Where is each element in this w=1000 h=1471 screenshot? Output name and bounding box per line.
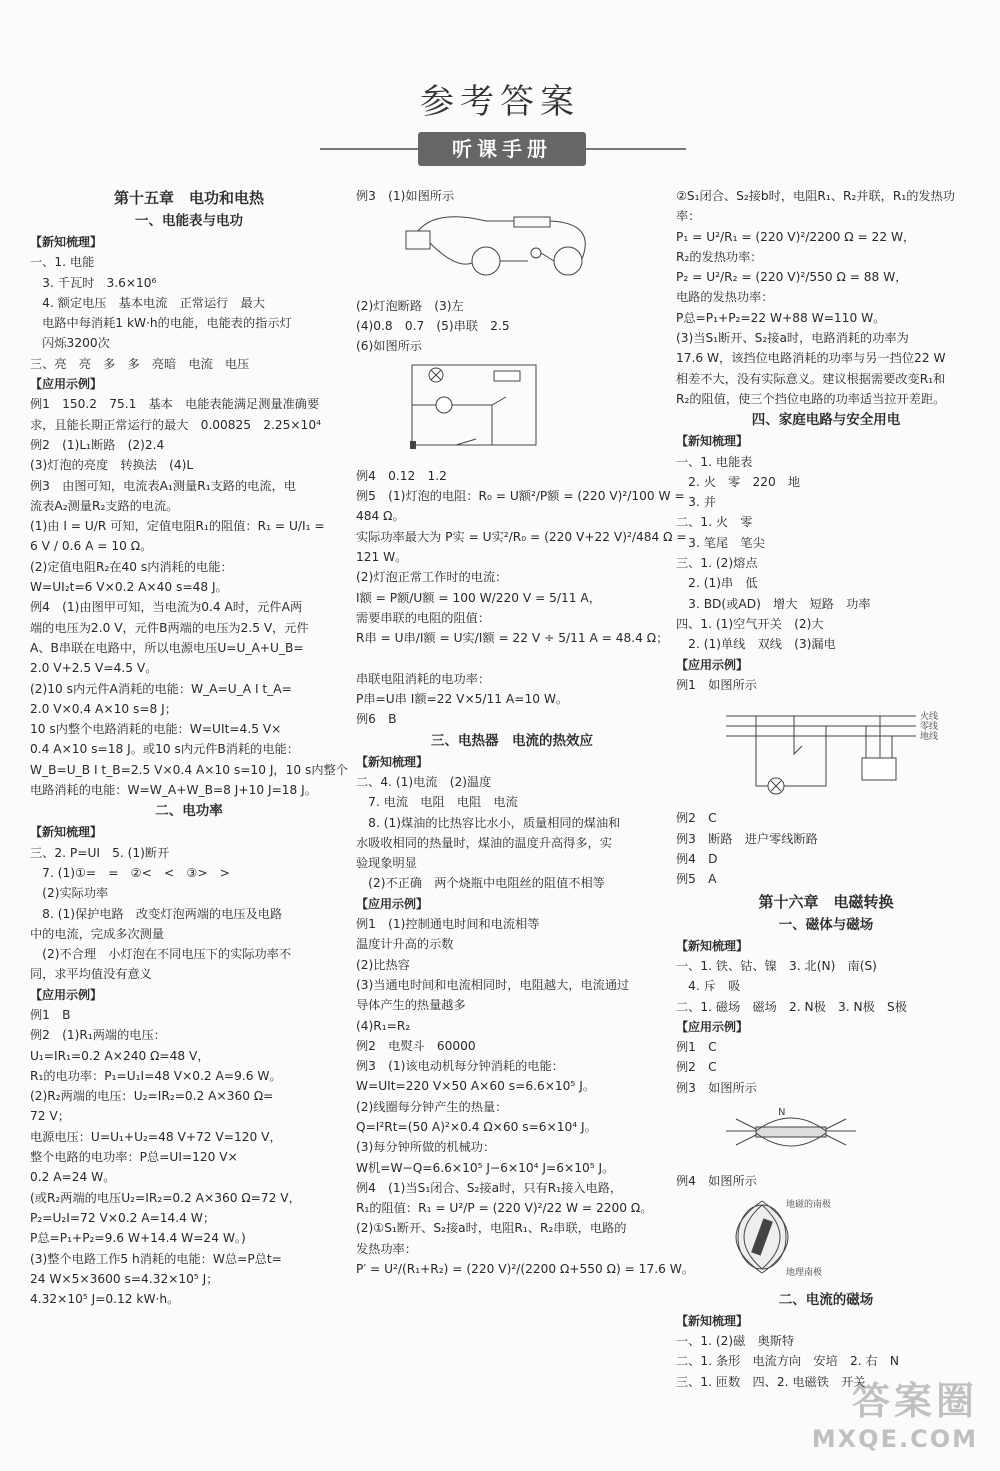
- answer-line: (或R₂两端的电压U₂=IR₂=0.2 A×360 Ω=72 V，: [30, 1190, 301, 1205]
- answer-line: 例3 (1)该电动机每分钟消耗的电能：: [356, 1059, 564, 1074]
- answer-line: 17.6 W，该挡位电路消耗的功率与另一挡位22 W: [676, 351, 946, 366]
- answer-line: 24 W×5×3600 s=4.32×10⁵ J；: [30, 1271, 219, 1286]
- answer-line: 72 V；: [30, 1109, 70, 1124]
- answer-line: P₁ = U²/R₁ = (220 V)²/2200 Ω = 22 W，: [676, 229, 916, 244]
- answer-line: 3. 笔尾 笔尖: [676, 535, 765, 550]
- answer-line: 例1 如图所示: [676, 677, 757, 692]
- answer-line: 二、1. 条形 电流方向 安培 2. 右 N: [676, 1354, 899, 1369]
- answer-line: W=UIt=220 V×50 A×60 s=6.6×10⁵ J。: [356, 1079, 595, 1094]
- answer-line: (2)灯泡正常工作时的电流：: [356, 570, 508, 585]
- subsection-label: 【应用示例】: [356, 896, 429, 911]
- answer-line: (2)灯泡断路 (3)左: [356, 298, 464, 313]
- section-banner: 听课手册: [418, 132, 586, 166]
- answer-line: 电路消耗的电能：W=W_A+W_B=8 J+10 J=18 J。: [30, 783, 317, 798]
- answer-line: 3. 并: [676, 495, 716, 510]
- answer-line: 端的电压为2.0 V，元件B两端的电压为2.5 V，元件: [30, 620, 309, 635]
- chapter-heading: 第十五章 电功和电热: [113, 189, 264, 207]
- answer-line: 例5 A: [676, 872, 717, 887]
- column-right: [676, 186, 976, 1392]
- section-heading: 三、电热器 电流的热效应: [431, 732, 593, 749]
- answer-line: 闪烁3200次: [30, 336, 110, 351]
- magnet-field-diagram: [716, 1101, 866, 1161]
- subsection-label: 【应用示例】: [30, 377, 103, 392]
- answer-line: 例1 (1)控制通电时间和电流相等: [356, 917, 540, 932]
- answer-line: 发热功率：: [356, 1241, 417, 1256]
- live-wire-label: 火线: [920, 712, 939, 723]
- answer-line: 需要串联的电阻的阻值：: [356, 610, 491, 625]
- answer-line: P总=P₁+P₂=9.6 W+14.4 W=24 W。): [30, 1231, 246, 1246]
- answer-line: 一、1. (2)磁 奥斯特: [676, 1334, 795, 1349]
- answer-line: R₂的阻值，使三个挡位电路的功率适当拉开差距。: [676, 391, 946, 406]
- answer-line: Q=I²Rt=(50 A)²×0.4 Ω×60 s=6×10⁴ J。: [356, 1119, 597, 1134]
- answer-line: 例2 C: [676, 811, 717, 826]
- answer-line: 二、4. (1)电流 (2)温度: [356, 774, 492, 789]
- answer-line: 三、2. P=UI 5. (1)断开: [30, 845, 170, 860]
- answer-line: (2)①S₁断开、S₂接a时，电阻R₁、R₂串联，电路的: [356, 1221, 627, 1236]
- answer-line: R₁的电功率：P₁=U₁I=48 V×0.2 A=9.6 W。: [30, 1068, 282, 1083]
- answer-line: (1)由 I = U/R 可知，定值电阻R₁的阻值：R₁ = U/I₁ =: [30, 519, 325, 534]
- answer-line: (2)不正确 两个烧瓶中电阻丝的阻值不相等: [356, 876, 605, 891]
- circuit-diagram-1: [396, 209, 606, 285]
- answer-line: 导体产生的热量越多: [356, 998, 466, 1013]
- answer-line: (4)0.8 0.7 (5)串联 2.5: [356, 318, 510, 333]
- answer-line: 例2 (1)L₁断路 (2)2.4: [30, 437, 165, 452]
- answer-line: 6 V / 0.6 A = 10 Ω。: [30, 539, 153, 554]
- answer-line: P₂=U₂I=72 V×0.2 A=14.4 W；: [30, 1210, 216, 1225]
- answer-line: 4. 斥 吸: [676, 979, 741, 994]
- neutral-wire-label: 零线: [920, 722, 939, 733]
- answer-line: 2.0 V+2.5 V=4.5 V。: [30, 661, 158, 676]
- answer-line: I额 = P额/U额 = 100 W/220 V = 5/11 A，: [356, 590, 601, 605]
- section-heading: 二、电功率: [155, 803, 223, 820]
- answer-line: U₁=IR₁=0.2 A×240 Ω=48 V，: [30, 1048, 210, 1063]
- household-circuit-diagram: [716, 698, 956, 798]
- answer-line: 例4 D: [676, 852, 718, 867]
- chapter-heading: 第十六章 电磁转换: [758, 892, 894, 911]
- answer-line: 例3 由图可知，电流表A₁测量R₁支路的电流，电: [30, 478, 296, 493]
- answer-line: A、B串联在电路中，所以电源电压U=U_A+U_B=: [30, 640, 304, 655]
- answer-line: R串 = U串/I额 = U实/I额 = 22 V ÷ 5/11 A = 48.4 Ω；: [356, 631, 669, 646]
- answer-line: 例3 如图所示: [676, 1080, 757, 1095]
- answer-line: (4)R₁=R₂: [356, 1018, 411, 1033]
- answer-line: P₂ = U²/R₂ = (220 V)²/550 Ω = 88 W，: [676, 270, 908, 285]
- subsection-label: 【新知梳理】: [676, 938, 749, 953]
- answer-line: 四、1. (1)空气开关 (2)大: [676, 616, 824, 631]
- subsection-label: 【新知梳理】: [356, 754, 429, 769]
- answer-line: (3)当通电时间和电流相同时，电阻越大，电流通过: [356, 977, 630, 992]
- section-heading: 二、电流的磁场: [778, 1291, 874, 1308]
- answer-line: 8. (1)煤油的比热容比水小，质量相同的煤油和: [356, 815, 621, 830]
- earth-magnetic-field-diagram: [716, 1195, 876, 1279]
- title-rule-right: [586, 148, 686, 150]
- answer-line: 8. (1)保护电路 改变灯泡两端的电压及电路: [30, 906, 283, 921]
- answer-line: ②S₁闭合、S₂接b时，电阻R₁、R₂并联，R₁的发热功: [676, 189, 955, 203]
- answer-line: 例3 断路 进户零线断路: [676, 831, 818, 846]
- circuit-diagram-2: [396, 359, 556, 455]
- watermark-site: MXQE.COM: [811, 1425, 978, 1453]
- watermark-logo: 答案圈: [851, 1379, 978, 1423]
- answer-line: 一、1. 电能表: [676, 454, 753, 469]
- answer-line: (6)如图所示: [356, 339, 423, 354]
- answer-line: 电路中每消耗1 kW·h的电能，电能表的指示灯: [30, 316, 292, 331]
- answer-line: 例1 B: [30, 1007, 71, 1022]
- answer-line: 121 W。: [356, 549, 408, 564]
- answer-line: 3. BD(或AD) 增大 短路 功率: [676, 596, 871, 611]
- answer-line: 2. (1)串 低: [676, 576, 758, 591]
- answer-line: 例4 (1)当S₁闭合、S₂接a时，只有R₁接入电路，: [356, 1180, 623, 1195]
- answer-line: 率：: [676, 209, 701, 224]
- answer-line: 2.0 V×0.4 A×10 s=8 J；: [30, 701, 177, 716]
- answer-line: 3. 千瓦时 3.6×10⁶: [30, 275, 157, 290]
- answer-line: R₁的阻值：R₁ = U²/P = (220 V)²/22 W = 2200 Ω。: [356, 1201, 653, 1216]
- answer-line: 温度计升高的示数: [356, 937, 454, 952]
- answer-line: 例2 (1)R₁两端的电压：: [30, 1028, 166, 1043]
- answer-line: (2)比热容: [356, 957, 410, 972]
- answer-line: 二、1. 磁场 磁场 2. N极 3. N极 S极: [676, 999, 907, 1014]
- figure-household: [676, 698, 976, 804]
- answer-line: 例1 C: [676, 1040, 717, 1055]
- answer-line: 一、1. 电能: [30, 255, 95, 270]
- answer-line: 例1 150.2 75.1 基本 电能表能满足测量准确要: [30, 397, 320, 412]
- answer-line: 一、1. 铁、钴、镍 3. 北(N) 南(S): [676, 958, 877, 973]
- answer-line: 流表A₂测量R₂支路的电流。: [30, 498, 179, 513]
- answer-line: (2)不合理 小灯泡在不同电压下的实际功率不: [30, 947, 292, 962]
- answer-line: 例5 (1)灯泡的电阻：R₀ = U额²/P额 = (220 V)²/100 W =: [356, 489, 685, 504]
- subsection-label: 【新知梳理】: [30, 825, 103, 840]
- figure-circuit2: [356, 359, 668, 461]
- answer-line: 三、1. 匝数 四、2. 电磁铁 开关: [676, 1374, 866, 1389]
- answer-line: 例4 0.12 1.2: [356, 468, 447, 483]
- figure-magnet: [676, 1101, 976, 1167]
- answer-line: P总=P₁+P₂=22 W+88 W=110 W。: [676, 310, 886, 325]
- page-title: 参考答案: [420, 82, 580, 122]
- answer-line: (3)每分钟所做的机械功：: [356, 1140, 496, 1155]
- answer-line: (2)实际功率: [30, 886, 109, 901]
- answer-line: R₂的发热功率：: [676, 249, 763, 264]
- answer-line: 2. (1)单线 双线 (3)漏电: [676, 637, 836, 652]
- section-heading: 一、磁体与磁场: [778, 916, 874, 933]
- answer-line: 验现象明显: [356, 856, 417, 871]
- subsection-label: 【应用示例】: [30, 987, 103, 1002]
- answer-line: 0.4 A×10 s=18 J。或10 s内元件B消耗的电能：: [30, 742, 299, 757]
- answer-line: 例3 (1)如图所示: [356, 189, 455, 203]
- answer-line: 例4 (1)由图甲可知，当电流为0.4 A时，元件A两: [30, 600, 303, 615]
- answer-line: 电路的发热功率：: [676, 290, 774, 305]
- ground-wire-label: 地线: [920, 732, 939, 743]
- answer-line: W=UI₂t=6 V×0.2 A×40 s=48 J。: [30, 580, 228, 595]
- answer-line: (2)定值电阻R₂在40 s内消耗的电能：: [30, 559, 233, 574]
- answer-line: 相差不大，没有实际意义。建议根据需要改变R₁和: [676, 371, 946, 386]
- subsection-label: 【新知梳理】: [676, 1313, 749, 1328]
- answer-line: 求，且能长期正常运行的最大 0.00825 2.25×10⁴: [30, 417, 321, 432]
- answer-line: W机=W−Q=6.6×10⁵ J−6×10⁴ J=6×10⁵ J。: [356, 1160, 615, 1175]
- answer-line: (2)10 s内元件A消耗的电能：W_A=U_A I t_A=: [30, 681, 292, 696]
- answer-line: 例2 电熨斗 60000: [356, 1038, 476, 1053]
- answer-line: P′ = U²/(R₁+R₂) = (220 V)²/(2200 Ω+550 Ω) = 17.6 W。: [356, 1262, 694, 1277]
- answer-line: 484 Ω。: [356, 509, 405, 524]
- answer-line: 2. 火 零 220 地: [676, 474, 801, 489]
- geomagnetic-south-label: 地磁的南极: [786, 1199, 832, 1210]
- answer-line: (3)整个电路工作5 h消耗的电能：W总=P总t=: [30, 1251, 282, 1266]
- section-heading: 一、电能表与电功: [135, 213, 243, 229]
- answer-line: W_B=U_B I t_B=2.5 V×0.4 A×10 s=10 J，10 s内整个: [30, 762, 348, 777]
- watermark: [812, 1370, 978, 1453]
- answer-line: [356, 648, 668, 668]
- answer-line: (3)当S₁断开、S₂接a时，电路消耗的功率为: [676, 331, 909, 346]
- answer-line: 水吸收相同的热量时，煤油的温度升高得多，实: [356, 835, 612, 850]
- answer-line: 三、1. (2)熔点: [676, 556, 758, 571]
- answer-line: 4. 额定电压 基本电流 正常运行 最大: [30, 295, 265, 310]
- answer-line: (2)线圈每分钟产生的热量：: [356, 1099, 508, 1114]
- answer-line: 例4 如图所示: [676, 1174, 757, 1189]
- section-heading: 四、家庭电路与安全用电: [751, 412, 901, 429]
- answer-line: 实际功率最大为 P实 = U实²/R₀ = (220 V+22 V)²/484 Ω =: [356, 529, 687, 544]
- column-left: [30, 186, 348, 1309]
- subsection-label: 【新知梳理】: [676, 434, 749, 449]
- answer-line: (3)灯泡的亮度 转换法 (4)L: [30, 458, 194, 473]
- answer-line: 三、亮 亮 多 多 亮暗 电流 电压: [30, 356, 250, 371]
- answer-line: 同，求平均值没有意义: [30, 967, 152, 982]
- answer-line: 0.2 A=24 W。: [30, 1170, 116, 1185]
- answer-line: 4.32×10⁵ J=0.12 kW·h。: [30, 1292, 180, 1307]
- subsection-label: 【应用示例】: [676, 657, 749, 672]
- answer-line: 电源电压：U=U₁+U₂=48 V+72 V=120 V，: [30, 1129, 282, 1144]
- answer-line: 整个电路的电功率：P总=UI=120 V×: [30, 1150, 238, 1165]
- answer-line: 例2 C: [676, 1060, 717, 1075]
- answer-line: 10 s内整个电路消耗的电能：W=UIt=4.5 V×: [30, 722, 282, 737]
- answer-line: (2)R₂两端的电压：U₂=IR₂=0.2 A×360 Ω=: [30, 1089, 274, 1104]
- answer-line: 例6 B: [356, 712, 397, 727]
- column-middle: [356, 186, 694, 1279]
- answer-line: 串联电阻消耗的电功率：: [356, 671, 491, 686]
- north-label: N: [778, 1106, 786, 1118]
- answer-line: 中的电流，完成多次测量: [30, 926, 165, 941]
- figure-earth: [676, 1195, 976, 1285]
- answer-line: P串=U串 I额=22 V×5/11 A=10 W。: [356, 692, 569, 707]
- answer-line: 二、1. 火 零: [676, 515, 753, 530]
- subsection-label: 【应用示例】: [676, 1019, 749, 1034]
- answer-line: 7. (1)①= = ②< < ③> >: [30, 865, 230, 880]
- geographic-south-label: 地理南极: [786, 1267, 823, 1278]
- figure-circuit1: [356, 209, 668, 291]
- subsection-label: 【新知梳理】: [30, 235, 103, 249]
- title-rule-left: [320, 148, 420, 150]
- answer-line: 7. 电流 电阻 电阻 电流: [356, 795, 518, 810]
